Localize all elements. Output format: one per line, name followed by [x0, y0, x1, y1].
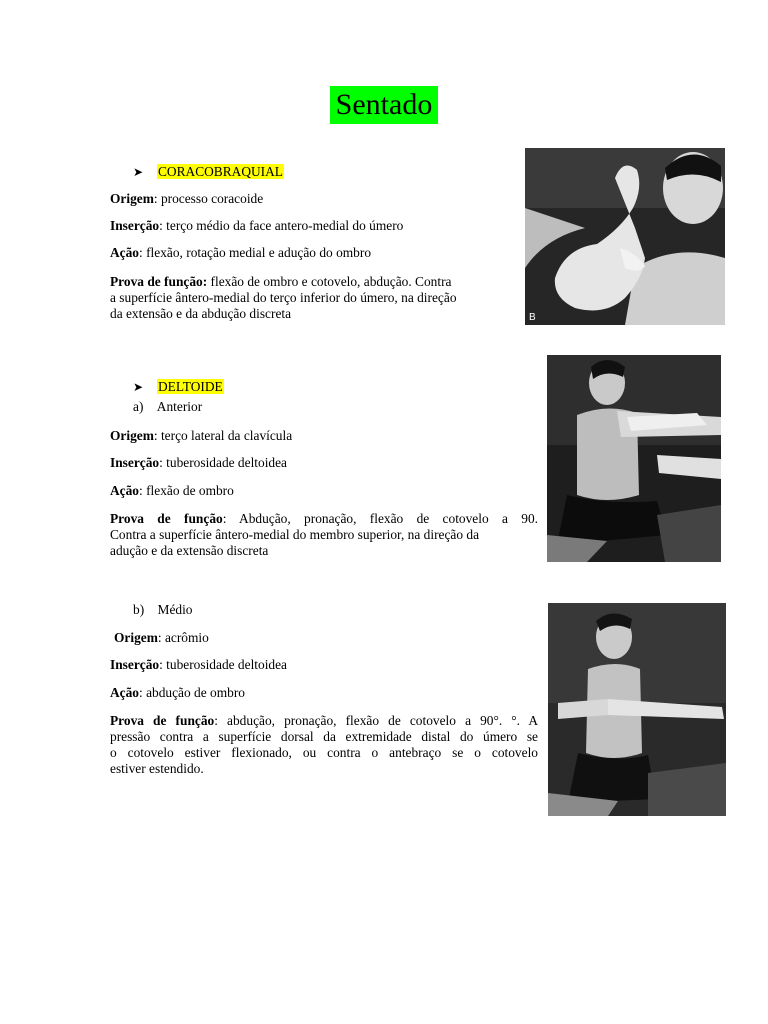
insercao-label: Inserção	[110, 218, 160, 233]
prova-paragraph	[110, 511, 538, 559]
insercao-text: : tuberosidade deltoidea	[159, 455, 288, 470]
acao-line	[110, 245, 538, 261]
origem-label: Origem	[110, 428, 154, 443]
origem-text: : processo coracoide	[153, 191, 264, 206]
deltoide-medio-photo	[548, 603, 726, 816]
acao-label: Ação	[110, 685, 140, 700]
bullet-coracobraquial	[133, 164, 284, 180]
acao-line	[110, 685, 538, 701]
origem-label: Origem	[110, 191, 154, 206]
origem-text: : terço lateral da clavícula	[153, 428, 293, 443]
photo-letter: B	[529, 312, 536, 323]
insercao-text: : tuberosidade deltoidea	[159, 657, 288, 672]
acao-label: Ação	[110, 245, 140, 260]
acao-text: : flexão, rotação medial e adução do ombro	[139, 245, 372, 260]
prova-label: Prova de função:	[110, 274, 208, 289]
origem-label: Origem	[114, 630, 158, 645]
acao-line	[110, 483, 538, 499]
prova-text-3: da extensão e da abdução discreta	[110, 306, 292, 321]
prova-text-4: estiver estendido.	[110, 761, 204, 776]
deltoide-anterior-photo	[547, 355, 721, 562]
prova-text-2: Contra a superfície ântero-medial do membro superior, na direção da	[110, 527, 480, 542]
prova-text-3: o cotovelo estiver flexionado, ou contra o antebraço se o cotovelo	[110, 745, 538, 760]
insercao-label: Inserção	[110, 657, 160, 672]
prova-text-3: adução e da extensão discreta	[110, 543, 269, 558]
prova-paragraph	[110, 274, 538, 322]
insercao-label: Inserção	[110, 455, 160, 470]
arrow-bullet-icon: ➤	[133, 165, 144, 179]
insercao-line	[110, 455, 538, 471]
insercao-text: : terço médio da face antero-medial do úmero	[159, 218, 404, 233]
acao-text: : flexão de ombro	[139, 483, 234, 498]
prova-text-1: flexão de ombro e cotovelo, abdução. Contra	[207, 274, 452, 289]
muscle-name-label: DELTOIDE	[158, 379, 223, 394]
origem-line	[114, 630, 542, 646]
page-title: Sentado	[330, 86, 438, 124]
origem-line	[110, 191, 538, 207]
prova-label: Prova de função	[110, 511, 223, 526]
sub-label-anterior: a) Anterior	[133, 399, 203, 414]
acao-label: Ação	[110, 483, 140, 498]
muscle-name-label: CORACOBRAQUIAL	[158, 164, 283, 179]
arrow-bullet-icon: ➤	[133, 380, 144, 394]
sub-label-medio: b) Médio	[133, 602, 193, 617]
coracobraquial-photo	[525, 148, 725, 325]
origem-line	[110, 428, 538, 444]
prova-text-1: : abdução, pronação, flexão de cotovelo a 90°. °. A	[214, 713, 538, 728]
prova-paragraph	[110, 713, 538, 777]
origem-text: : acrômio	[157, 630, 209, 645]
insercao-line	[110, 657, 538, 673]
prova-text-1: : Abdução, pronação, flexão de cotovelo a 90.	[222, 511, 539, 526]
prova-text-2: a superfície ântero-medial do terço inferior do úmero, na direção	[110, 290, 457, 305]
acao-text: : abdução de ombro	[139, 685, 245, 700]
prova-label: Prova de função	[110, 713, 215, 728]
insercao-line	[110, 218, 538, 234]
bullet-deltoide	[133, 379, 224, 395]
prova-text-2: pressão contra a superfície dorsal da extremidade distal do úmero se	[110, 729, 538, 744]
